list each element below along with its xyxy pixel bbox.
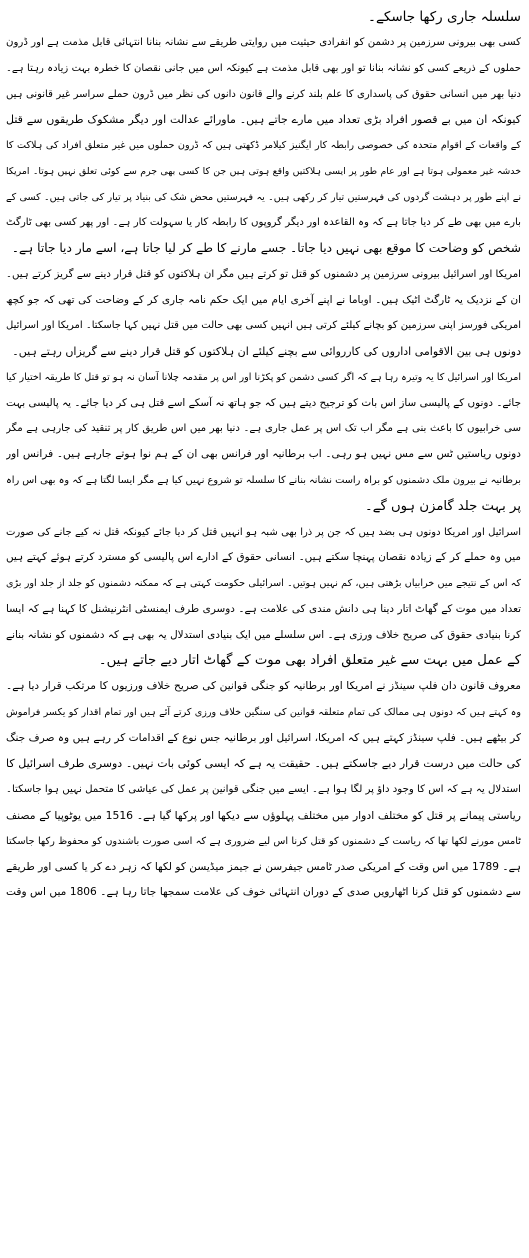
text-line: امریکا اور اسرائیل بیرونی سرزمین پر دشمنوں کو قتل تو کرتے ہیں مگر ان ہلاکتوں کو قتل قرار دینے سے گریز کرتے ہیں۔ [6,268,521,280]
text-line: سی خرابیوں کا باعث بنی ہے مگر اب تک اس پر عمل جاری ہے۔ دنیا بھر میں اس طریق کار پر تنقید کی جارہی ہے مگر [6,423,521,435]
text-line: کسی بھی بیرونی سرزمین پر دشمن کو انفرادی حیثیت میں روایتی طریقے سے نشانہ بنانا انتہائی قابل مذمت ہے اور ڈرون [6,37,521,48]
text-line: کہ اس کے نتیجے میں خرابیاں بڑھتی ہیں، کم نہیں ہوتیں۔ اسرائیلی حکومت کہتی ہے کہ ممکنہ دشمنوں کو جلد از جلد اور بڑی [6,578,521,590]
text-line: کر بیٹھے ہیں۔ فلپ سینڈز کہتے ہیں کہ امریکا، اسرائیل اور برطانیہ جس نوع کے اقدامات کر رہے ہیں وہ صرف جنگ [6,731,521,744]
text-line: نے اپنے طور پر دہشت گردوں کی فہرستیں تیار کر رکھی ہیں۔ یہ فہرستیں محض شک کی بنیاد پر تیار کی جاتی ہیں۔ کسی کے [6,191,521,203]
paragraph-5 [6,674,521,803]
paragraph-6 [6,803,521,906]
text-line: پر بہت جلد گامزن ہوں گے۔ [365,498,521,514]
text-line: سے دشمنوں کو قتل کرنا اٹھارویں صدی کے دوران انتہائی خوف کی علامت سمجھا جاتا رہا ہے۔ 1806 میں اس وقت [6,886,521,899]
text-line: میں وہ حملے کر کے زیادہ نقصان پہنچا سکتے ہیں۔ انسانی حقوق کے ادارے اس پالیسی کو مسترد کرتے ہوئے کہتے ہیں [6,551,521,564]
paragraph-1 [6,30,521,262]
text-line: ریاستی پیمانے پر قتل کو مختلف ادوار میں مختلف پہلوؤں سے دیکھا اور پرکھا گیا ہے۔ 1516 میں یوٹوپیا کے مصنف [6,808,521,822]
continuation-heading: سلسلہ جاری رکھا جاسکے۔ [368,9,521,25]
text-line: کے عمل میں بہت سے غیر متعلق افراد بھی موت کے گھاٹ اتار دیے جاتے ہیں۔ [98,653,521,669]
text-line: امریکی فورسز اپنی سرزمین کو بچانے کیلئے کرتی ہیں انہیں کسی بھی حالت میں قتل نہیں کہا جاسکتا۔ امریکا اور اسرائیل [6,320,521,332]
text-line: دونوں ہی بین الاقوامی اداروں کی کارروائی سے بچنے کیلئے ان ہلاکتوں کو قتل قرار دینے سے گریزاں رہتے ہیں۔ [12,345,521,359]
text-line: بارے میں بھی طے کر دیا جاتا ہے کہ وہ القاعدہ اور دیگر گروپوں کا رابطہ کار یا سہولت کار ہے۔ اور پھر کسی بھی ٹارگٹ [6,217,521,229]
text-line: کرنا بنیادی حقوق کی صریح خلاف ورزی ہے۔ اس سلسلے میں ایک بنیادی استدلال یہ بھی ہے کہ دشمنوں کو نشانہ بنانے [6,628,521,641]
text-line: ٹامس مورنے لکھا تھا کہ ریاست کے دشمنوں کو قتل کرنا اس لیے ضروری ہے کہ اسی صورت باشندوں کو محفوظ رکھا جاسکتا [6,835,521,847]
text-line: استدلال یہ ہے کہ اس کا وجود داؤ پر لگا ہوا ہے۔ ایسے میں جنگی قوانین پر عمل کی عیاشی کا متحمل نہیں ہوا جاسکتا۔ [6,784,521,796]
paragraph-3 [6,365,521,520]
text-line: اسرائیل اور امریکا دونوں ہی بضد ہیں کہ جن پر ذرا بھی شبہ ہو انہیں قتل کر دیا جائے کیونکہ قتل نہ کیے جانے کی صورت [6,526,521,538]
text-line: ہے۔ 1789 میں اس وقت کے امریکی صدر ٹامس جیفرسن نے جیمز میڈیسن کو لکھا کہ زہر دے کر یا کسی اور طریقے [6,860,521,873]
text-line: حملوں کے ذریعے کسی کو نشانہ بنانا تو اور بھی قابل مذمت ہے کیونکہ اس میں جانی نقصان کا خطرہ بہت زیادہ رہتا ہے۔ [6,62,521,74]
paragraph-4 [6,520,521,675]
text-line: جائے۔ دونوں کے پالیسی ساز اس بات کو ترجیح دیتے ہیں کہ جو ہاتھ نہ آسکے اسے قتل ہی کر دیا جائے۔ یہ پالیسی بہت [6,396,521,409]
text-line: شخص کو وضاحت کا موقع بھی نہیں دیا جاتا۔ جسے مارنے کا طے کر لیا جاتا ہے، اسے مار دیا جاتا ہے۔ [11,241,521,256]
text-line: کے واقعات کے اقوام متحدہ کی خصوصی رابطہ کار ایگنیز کیلامر ڈکھتی ہیں کہ ڈرون حملوں میں غیر متعلق افراد کی ہلاکت کا [6,140,521,152]
text-line: وہ کہتے ہیں کہ دونوں ہی ممالک کی تمام متعلقہ قوانین کی سنگین خلاف ورزی کرتے آئے ہیں اور تمام اقدار کو یکسر فراموش [6,706,521,718]
text-line: کی حالت میں درست قرار دیے جاسکتے ہیں۔ حقیقت یہ ہے کہ ایسی کوئی بات نہیں۔ دوسری طرف اسرائیل کا [6,757,521,771]
text-line: تعداد میں موت کے گھاٹ اتار دینا ہی دانش مندی کی علامت ہے۔ دوسری طرف ایمنسٹی انٹرنیشنل کا کہنا ہے کہ ایسا [6,602,521,615]
text-line: خدشہ غیر معمولی ہوتا ہے اور عام طور پر ایسی ہلاکتیں واقع ہوتی ہیں جن کا کسی بھی جرم سے کوئی تعلق نہیں ہوتا۔ امریکا [6,165,521,177]
paragraph-2 [6,262,521,365]
text-line: امریکا اور اسرائیل کا یہ وتیرہ رہا ہے کہ اگر کسی دشمن کو پکڑنا اور اس پر مقدمہ چلانا آسان نہ ہو تو قتل کا طریقہ اختیار کیا [6,371,521,383]
text-line: دونوں ریاستیں ٹس سے مس نہیں ہو رہی۔ اب برطانیہ اور فرانس بھی ان کے ہم نوا ہوتے جارہے ہیں۔ فرانس اور [6,448,521,461]
text-line: برطانیہ نے بیرون ملک دشمنوں کو براہ راست نشانہ بنانے کا سلسلہ تو شروع نہیں کیا ہے مگر ایسا لگتا ہے کہ وہ بھی اس راہ [6,475,521,487]
text-line: ان کے نزدیک یہ ٹارگٹ اٹیک ہیں۔ اوباما نے اپنے آخری ایام میں ایک حکم نامہ جاری کر کے وضاحت کی تھی کہ جو کچھ [6,293,521,306]
text-line: کیونکہ ان میں بے قصور افراد بڑی تعداد میں مارے جاتے ہیں۔ ماورائے عدالت اور دیگر مشکوک طریقوں سے قتل [6,113,521,127]
text-line: معروف قانون دان فلپ سینڈز نے امریکا اور برطانیہ کو جنگی قوانین کی صریح خلاف ورزیوں کا مرتکب قرار دیا ہے۔ [6,680,521,693]
text-line: دنیا بھر میں انسانی حقوق کی پاسداری کا علم بلند کرنے والے قانون دانوں کی نظر میں ڈرون حملے سراسر غیر قانونی ہیں [6,88,521,100]
